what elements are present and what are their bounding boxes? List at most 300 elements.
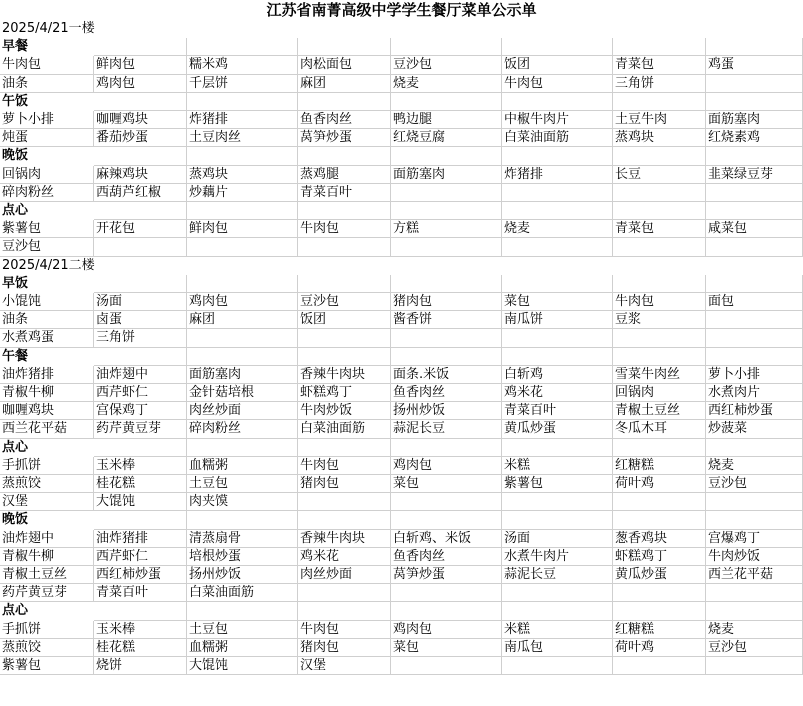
empty-cell <box>298 493 391 511</box>
menu-item-cell: 香辣牛肉块 <box>298 366 391 384</box>
empty-cell <box>298 584 391 602</box>
meal-heading: 晚饭 <box>2 148 29 164</box>
menu-item-cell: 牛肉炒饭 <box>298 402 391 420</box>
menu-item-cell: 牛肉包 <box>298 621 391 639</box>
menu-item-cell: 鱼香肉丝 <box>298 111 391 129</box>
table-row <box>0 129 803 147</box>
menu-item-cell: 萝卜小排 <box>0 111 94 129</box>
menu-item-cell: 韭菜绿豆芽 <box>706 166 803 184</box>
menu-item-cell: 面筋塞肉 <box>706 111 803 129</box>
empty-cell <box>502 348 613 366</box>
menu-item-cell: 烧麦 <box>706 621 803 639</box>
table-row <box>0 311 803 329</box>
menu-item-cell: 鲜肉包 <box>187 220 298 238</box>
menu-item-cell: 青菜百叶 <box>502 402 613 420</box>
empty-cell <box>706 202 803 220</box>
menu-item-cell: 鲜肉包 <box>94 56 187 74</box>
empty-cell <box>706 602 803 620</box>
empty-cell <box>502 93 613 111</box>
empty-cell <box>502 602 613 620</box>
menu-item-cell: 鸡米花 <box>502 384 613 402</box>
menu-item-cell: 汉堡 <box>0 493 94 511</box>
meal-heading: 早饭 <box>2 275 29 291</box>
empty-cell <box>613 275 706 293</box>
menu-item-cell: 豆浆 <box>613 311 706 329</box>
empty-cell <box>391 93 502 111</box>
empty-cell <box>391 439 502 457</box>
empty-cell <box>298 275 391 293</box>
menu-item-cell: 荷叶鸡 <box>613 475 706 493</box>
menu-item-cell: 猪肉包 <box>298 475 391 493</box>
menu-item-cell: 蒸鸡块 <box>187 166 298 184</box>
empty-cell <box>94 38 187 56</box>
meal-heading-row <box>0 93 803 111</box>
menu-item-cell: 蒜泥长豆 <box>391 420 502 438</box>
meal-heading: 点心 <box>2 603 29 619</box>
menu-item-cell: 麻团 <box>298 75 391 93</box>
empty-cell <box>94 147 187 165</box>
empty-cell <box>94 511 187 529</box>
empty-cell <box>94 238 187 256</box>
empty-cell <box>94 202 187 220</box>
table-row <box>0 238 803 256</box>
empty-cell <box>187 93 298 111</box>
menu-item-cell: 青椒土豆丝 <box>0 566 94 584</box>
menu-item-cell: 三角饼 <box>613 75 706 93</box>
menu-item-cell: 面筋塞肉 <box>391 166 502 184</box>
empty-cell <box>391 493 502 511</box>
empty-cell <box>502 493 613 511</box>
menu-item-cell: 扬州炒饭 <box>187 566 298 584</box>
menu-item-cell: 药芹黄豆芽 <box>94 420 187 438</box>
menu-item-cell: 青椒牛柳 <box>0 384 94 402</box>
table-row <box>0 475 803 493</box>
menu-item-cell: 清蒸扇骨 <box>187 530 298 548</box>
empty-cell <box>706 275 803 293</box>
menu-item-cell: 小馄饨 <box>0 293 94 311</box>
menu-item-cell: 方糕 <box>391 220 502 238</box>
menu-item-cell: 蒜泥长豆 <box>502 566 613 584</box>
menu-item-cell: 炸猪排 <box>187 111 298 129</box>
menu-item-cell: 肉丝炒面 <box>298 566 391 584</box>
meal-heading: 午餐 <box>2 348 29 364</box>
menu-item-cell: 咖喱鸡块 <box>94 111 187 129</box>
empty-cell <box>298 511 391 529</box>
menu-item-cell: 金针菇培根 <box>187 384 298 402</box>
menu-item-cell: 青菜包 <box>613 56 706 74</box>
menu-item-cell: 卤蛋 <box>94 311 187 329</box>
menu-item-cell: 中椒牛肉片 <box>502 111 613 129</box>
empty-cell <box>187 329 298 347</box>
empty-cell <box>613 329 706 347</box>
menu-item-cell: 蒸鸡块 <box>613 129 706 147</box>
empty-cell <box>94 275 187 293</box>
menu-item-cell: 香辣牛肉块 <box>298 530 391 548</box>
table-row <box>0 493 803 511</box>
menu-item-cell: 油条 <box>0 75 94 93</box>
empty-cell <box>706 75 803 93</box>
menu-item-cell: 烧麦 <box>706 457 803 475</box>
empty-cell <box>298 439 391 457</box>
page-title: 江苏省南菁高级中学学生餐厅菜单公示单 <box>266 1 537 19</box>
menu-item-cell: 西芹虾仁 <box>94 384 187 402</box>
empty-cell <box>391 348 502 366</box>
empty-cell <box>706 184 803 202</box>
empty-cell <box>613 657 706 675</box>
menu-item-cell: 虾糕鸡丁 <box>298 384 391 402</box>
section-heading-row <box>0 20 803 38</box>
empty-cell <box>187 439 298 457</box>
empty-cell <box>391 657 502 675</box>
empty-cell <box>391 238 502 256</box>
menu-item-cell: 千层饼 <box>187 75 298 93</box>
empty-cell <box>613 602 706 620</box>
table-row <box>0 548 803 566</box>
empty-cell <box>706 657 803 675</box>
meal-heading-row <box>0 38 803 56</box>
menu-item-cell: 牛肉包 <box>298 457 391 475</box>
empty-cell <box>706 493 803 511</box>
empty-cell <box>187 238 298 256</box>
table-row <box>0 220 803 238</box>
menu-item-cell: 饭团 <box>298 311 391 329</box>
menu-item-cell: 蒸煎饺 <box>0 475 94 493</box>
meal-heading: 早餐 <box>2 39 29 55</box>
menu-item-cell: 药芹黄豆芽 <box>0 584 94 602</box>
section-heading: 2025/4/21二楼 <box>2 257 95 273</box>
menu-item-cell: 猪肉包 <box>391 293 502 311</box>
menu-item-cell: 白斩鸡、米饭 <box>391 530 502 548</box>
empty-cell <box>706 93 803 111</box>
menu-item-cell: 开花包 <box>94 220 187 238</box>
empty-cell <box>706 311 803 329</box>
empty-cell <box>706 511 803 529</box>
empty-cell <box>187 602 298 620</box>
menu-item-cell: 面条.米饭 <box>391 366 502 384</box>
menu-item-cell: 大馄饨 <box>187 657 298 675</box>
menu-item-cell: 米糕 <box>502 457 613 475</box>
empty-cell <box>502 238 613 256</box>
empty-cell <box>613 38 706 56</box>
menu-item-cell: 豆沙包 <box>391 56 502 74</box>
menu-item-cell: 白菜油面筋 <box>502 129 613 147</box>
empty-cell <box>502 184 613 202</box>
menu-item-cell: 土豆包 <box>187 621 298 639</box>
menu-item-cell: 烧饼 <box>94 657 187 675</box>
menu-item-cell: 手抓饼 <box>0 621 94 639</box>
meal-heading: 午饭 <box>2 93 29 109</box>
menu-item-cell: 咖喱鸡块 <box>0 402 94 420</box>
menu-item-cell: 烧麦 <box>502 220 613 238</box>
menu-item-cell: 水煮牛肉片 <box>502 548 613 566</box>
empty-cell <box>613 511 706 529</box>
menu-item-cell: 青菜百叶 <box>298 184 391 202</box>
meal-heading-row <box>0 511 803 529</box>
menu-item-cell: 莴笋炒蛋 <box>298 129 391 147</box>
menu-item-cell: 西红柿炒蛋 <box>94 566 187 584</box>
menu-item-cell: 白斩鸡 <box>502 366 613 384</box>
menu-item-cell: 回锅肉 <box>0 166 94 184</box>
menu-item-cell: 荷叶鸡 <box>613 639 706 657</box>
menu-item-cell: 烧麦 <box>391 75 502 93</box>
menu-item-cell: 葱香鸡块 <box>613 530 706 548</box>
empty-cell <box>391 584 502 602</box>
menu-item-cell: 饭团 <box>502 56 613 74</box>
empty-cell <box>706 348 803 366</box>
empty-cell <box>187 275 298 293</box>
menu-item-cell: 虾糕鸡丁 <box>613 548 706 566</box>
menu-item-cell: 菜包 <box>391 639 502 657</box>
menu-item-cell: 牛肉包 <box>0 56 94 74</box>
menu-item-cell: 血糯粥 <box>187 457 298 475</box>
menu-item-cell: 豆沙包 <box>0 238 94 256</box>
menu-item-cell: 鸡肉包 <box>391 621 502 639</box>
menu-item-cell: 豆沙包 <box>298 293 391 311</box>
menu-item-cell: 油条 <box>0 311 94 329</box>
empty-cell <box>502 275 613 293</box>
empty-cell <box>706 238 803 256</box>
empty-cell <box>298 602 391 620</box>
empty-cell <box>502 584 613 602</box>
menu-item-cell: 油炸猪排 <box>0 366 94 384</box>
menu-item-cell: 黄瓜炒蛋 <box>502 420 613 438</box>
menu-item-cell: 牛肉包 <box>298 220 391 238</box>
menu-item-cell: 西兰花平菇 <box>706 566 803 584</box>
section-heading: 2025/4/21一楼 <box>2 21 95 36</box>
menu-item-cell: 西芹虾仁 <box>94 548 187 566</box>
table-row <box>0 657 803 675</box>
menu-item-cell: 宫保鸡丁 <box>94 402 187 420</box>
menu-item-cell: 牛肉炒饭 <box>706 548 803 566</box>
empty-cell <box>187 511 298 529</box>
menu-item-cell: 鱼香肉丝 <box>391 384 502 402</box>
table-row <box>0 402 803 420</box>
menu-item-cell: 培根炒蛋 <box>187 548 298 566</box>
table-row <box>0 366 803 384</box>
menu-item-cell: 牛肉包 <box>613 293 706 311</box>
menu-item-cell: 宫爆鸡丁 <box>706 530 803 548</box>
empty-cell <box>298 38 391 56</box>
menu-item-cell: 玉米棒 <box>94 457 187 475</box>
menu-item-cell: 紫薯包 <box>502 475 613 493</box>
empty-cell <box>502 147 613 165</box>
table-row <box>0 566 803 584</box>
empty-cell <box>187 348 298 366</box>
menu-item-cell: 牛肉包 <box>502 75 613 93</box>
empty-cell <box>298 147 391 165</box>
menu-item-cell: 面筋塞肉 <box>187 366 298 384</box>
menu-item-cell: 炸猪排 <box>502 166 613 184</box>
table-row <box>0 111 803 129</box>
meal-heading: 点心 <box>2 439 29 455</box>
empty-cell <box>613 493 706 511</box>
menu-item-cell: 麻辣鸡块 <box>94 166 187 184</box>
empty-cell <box>391 329 502 347</box>
menu-item-cell: 豆沙包 <box>706 639 803 657</box>
empty-cell <box>613 184 706 202</box>
menu-item-cell: 南瓜饼 <box>502 311 613 329</box>
empty-cell <box>613 584 706 602</box>
menu-item-cell: 红烧素鸡 <box>706 129 803 147</box>
menu-item-cell: 番茄炒蛋 <box>94 129 187 147</box>
menu-item-cell: 水煮鸡蛋 <box>0 329 94 347</box>
menu-item-cell: 鸡肉包 <box>187 293 298 311</box>
empty-cell <box>502 511 613 529</box>
menu-item-cell: 扬州炒饭 <box>391 402 502 420</box>
empty-cell <box>502 657 613 675</box>
empty-cell <box>187 147 298 165</box>
menu-item-cell: 青菜包 <box>613 220 706 238</box>
menu-item-cell: 桂花糕 <box>94 639 187 657</box>
menu-item-cell: 三角饼 <box>94 329 187 347</box>
empty-cell <box>94 439 187 457</box>
table-row <box>0 457 803 475</box>
menu-item-cell: 青菜百叶 <box>94 584 187 602</box>
menu-item-cell: 油炸翅中 <box>0 530 94 548</box>
empty-cell <box>94 348 187 366</box>
menu-item-cell: 鸡米花 <box>298 548 391 566</box>
empty-cell <box>706 584 803 602</box>
menu-item-cell: 紫薯包 <box>0 657 94 675</box>
empty-cell <box>613 348 706 366</box>
empty-cell <box>706 38 803 56</box>
menu-item-cell: 菜包 <box>502 293 613 311</box>
meal-heading-row <box>0 439 803 457</box>
empty-cell <box>391 184 502 202</box>
menu-item-cell: 大馄饨 <box>94 493 187 511</box>
menu-item-cell: 豆沙包 <box>706 475 803 493</box>
meal-heading-row <box>0 202 803 220</box>
empty-cell <box>391 147 502 165</box>
empty-cell <box>187 38 298 56</box>
table-row <box>0 166 803 184</box>
table-row <box>0 420 803 438</box>
menu-item-cell: 白菜油面筋 <box>298 420 391 438</box>
empty-cell <box>613 93 706 111</box>
table-row <box>0 75 803 93</box>
empty-cell <box>706 329 803 347</box>
table-row <box>0 639 803 657</box>
empty-cell <box>391 511 502 529</box>
table-row <box>0 293 803 311</box>
menu-item-cell: 红糖糕 <box>613 457 706 475</box>
table-row <box>0 584 803 602</box>
section-heading-row <box>0 257 803 275</box>
menu-item-cell: 鸡肉包 <box>391 457 502 475</box>
menu-item-cell: 炒菠菜 <box>706 420 803 438</box>
menu-item-cell: 糯米鸡 <box>187 56 298 74</box>
menu-item-cell: 回锅肉 <box>613 384 706 402</box>
menu-item-cell: 碎肉粉丝 <box>187 420 298 438</box>
menu-item-cell: 长豆 <box>613 166 706 184</box>
menu-item-cell: 汤面 <box>94 293 187 311</box>
menu-item-cell: 米糕 <box>502 621 613 639</box>
empty-cell <box>502 329 613 347</box>
menu-item-cell: 肉丝炒面 <box>187 402 298 420</box>
menu-item-cell: 鸡蛋 <box>706 56 803 74</box>
menu-item-cell: 西红柿炒蛋 <box>706 402 803 420</box>
menu-item-cell: 莴笋炒蛋 <box>391 566 502 584</box>
menu-item-cell: 紫薯包 <box>0 220 94 238</box>
empty-cell <box>502 439 613 457</box>
empty-cell <box>613 147 706 165</box>
empty-cell <box>613 202 706 220</box>
menu-item-cell: 肉夹馍 <box>187 493 298 511</box>
meal-heading: 点心 <box>2 203 29 218</box>
menu-item-cell: 青椒牛柳 <box>0 548 94 566</box>
table-row <box>0 384 803 402</box>
empty-cell <box>94 602 187 620</box>
table-row <box>0 621 803 639</box>
menu-item-cell: 菜包 <box>391 475 502 493</box>
menu-item-cell: 红糖糕 <box>613 621 706 639</box>
menu-item-cell: 青椒土豆丝 <box>613 402 706 420</box>
menu-item-cell: 酱香饼 <box>391 311 502 329</box>
meal-heading-row <box>0 275 803 293</box>
meal-heading-row <box>0 602 803 620</box>
menu-item-cell: 鱼香肉丝 <box>391 548 502 566</box>
menu-item-cell: 雪菜牛肉丝 <box>613 366 706 384</box>
menu-item-cell: 手抓饼 <box>0 457 94 475</box>
table-row <box>0 530 803 548</box>
menu-item-cell: 汤面 <box>502 530 613 548</box>
table-row <box>0 184 803 202</box>
menu-item-cell: 血糯粥 <box>187 639 298 657</box>
menu-item-cell: 萝卜小排 <box>706 366 803 384</box>
table-row <box>0 329 803 347</box>
menu-item-cell: 白菜油面筋 <box>187 584 298 602</box>
menu-item-cell: 土豆牛肉 <box>613 111 706 129</box>
menu-item-cell: 红烧豆腐 <box>391 129 502 147</box>
empty-cell <box>613 238 706 256</box>
menu-item-cell: 肉松面包 <box>298 56 391 74</box>
menu-item-cell: 碎肉粉丝 <box>0 184 94 202</box>
empty-cell <box>298 202 391 220</box>
menu-item-cell: 炖蛋 <box>0 129 94 147</box>
empty-cell <box>706 439 803 457</box>
menu-item-cell: 桂花糕 <box>94 475 187 493</box>
menu-item-cell: 面包 <box>706 293 803 311</box>
menu-item-cell: 西兰花平菇 <box>0 420 94 438</box>
menu-item-cell: 水煮肉片 <box>706 384 803 402</box>
menu-item-cell: 鸭边腿 <box>391 111 502 129</box>
empty-cell <box>391 38 502 56</box>
menu-item-cell: 南瓜包 <box>502 639 613 657</box>
menu-item-cell: 土豆包 <box>187 475 298 493</box>
menu-item-cell: 油炸猪排 <box>94 530 187 548</box>
menu-item-cell: 汉堡 <box>298 657 391 675</box>
empty-cell <box>391 202 502 220</box>
empty-cell <box>502 38 613 56</box>
menu-item-cell: 蒸鸡腿 <box>298 166 391 184</box>
empty-cell <box>298 238 391 256</box>
menu-item-cell: 麻团 <box>187 311 298 329</box>
menu-item-cell: 蒸煎饺 <box>0 639 94 657</box>
menu-item-cell: 猪肉包 <box>298 639 391 657</box>
menu-item-cell: 西葫芦红椒 <box>94 184 187 202</box>
empty-cell <box>613 439 706 457</box>
menu-item-cell: 炒藕片 <box>187 184 298 202</box>
menu-item-cell: 冬瓜木耳 <box>613 420 706 438</box>
empty-cell <box>391 275 502 293</box>
empty-cell <box>706 147 803 165</box>
meal-heading-row <box>0 147 803 165</box>
empty-cell <box>187 202 298 220</box>
menu-item-cell: 咸菜包 <box>706 220 803 238</box>
menu-item-cell: 鸡肉包 <box>94 75 187 93</box>
table-row <box>0 56 803 74</box>
menu-item-cell: 玉米棒 <box>94 621 187 639</box>
